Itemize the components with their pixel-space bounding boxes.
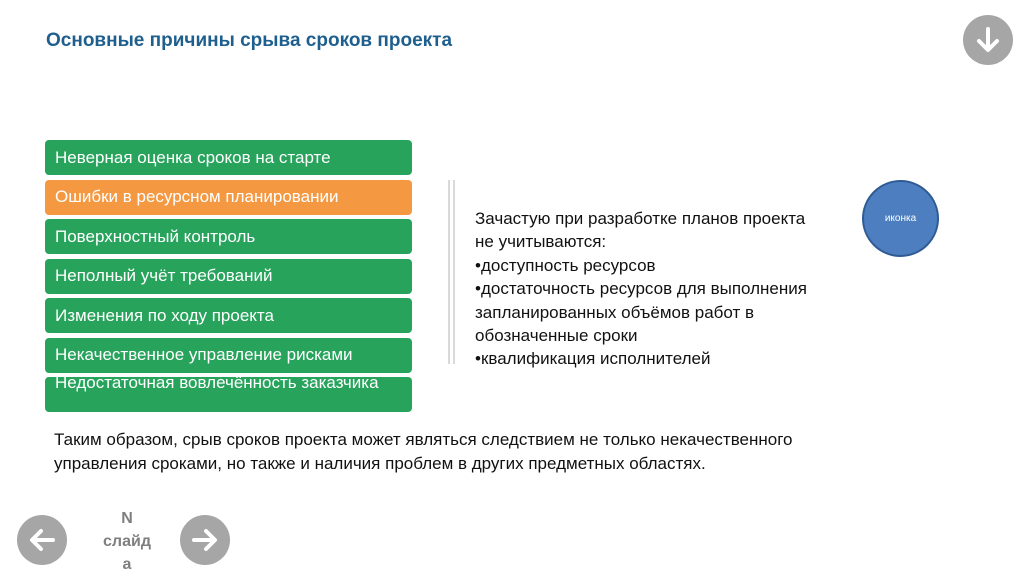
arrow-right-icon (190, 525, 220, 555)
cause-item (45, 373, 412, 412)
icon-placeholder (862, 180, 939, 257)
cause-label: Неполный учёт требований (55, 266, 273, 285)
cause-label: Изменения по ходу проекта (55, 305, 274, 325)
info-line: Зачастую при разработке планов проекта (475, 209, 806, 228)
cause-label: Неверная оценка сроков на старте (55, 147, 331, 167)
info-line: •квалификация исполнителей (475, 349, 711, 369)
info-line: не учитываются: (475, 232, 607, 252)
cause-label: Некачественное управление рисками (55, 345, 353, 364)
causes-list (45, 140, 412, 417)
info-line: •доступность ресурсов (475, 255, 656, 275)
scroll-down-button[interactable] (963, 15, 1013, 65)
slide-number (90, 507, 164, 574)
divider-line (453, 180, 455, 364)
slide-title: Основные причины срыва сроков проекта (46, 30, 453, 51)
conclusion-text (54, 428, 954, 476)
cause-label: Поверхностный контроль (55, 226, 256, 246)
slide-number-line: слайд (103, 533, 151, 550)
info-text (475, 207, 865, 371)
prev-slide-button[interactable] (17, 515, 67, 565)
cause-item (45, 338, 412, 373)
icon-placeholder-label: иконка (884, 213, 917, 224)
conclusion-line: Таким образом, срыв сроков проекта может являться следствием не только некачественного (54, 430, 793, 449)
arrow-left-icon (27, 525, 57, 555)
info-line: запланированных объёмов работ в (475, 302, 755, 322)
cause-item (45, 140, 412, 175)
cause-item (45, 259, 412, 294)
conclusion-line: управления сроками, но также и наличия проблем в других предметных областях. (54, 454, 706, 473)
info-line: обозначенные сроки (475, 326, 638, 346)
cause-label: Недостаточная вовлечённость заказчика (55, 373, 379, 392)
info-line: •достаточность ресурсов для выполнения (475, 279, 807, 299)
slide-number-line: N (121, 510, 133, 527)
slide-number-line: а (122, 556, 132, 573)
arrow-down-icon (973, 25, 1003, 55)
next-slide-button[interactable] (180, 515, 230, 565)
cause-item (45, 219, 412, 254)
cause-item-highlighted (45, 180, 412, 215)
cause-item (45, 298, 412, 333)
divider-line (448, 180, 450, 364)
cause-label: Ошибки в ресурсном планировании (55, 187, 339, 206)
